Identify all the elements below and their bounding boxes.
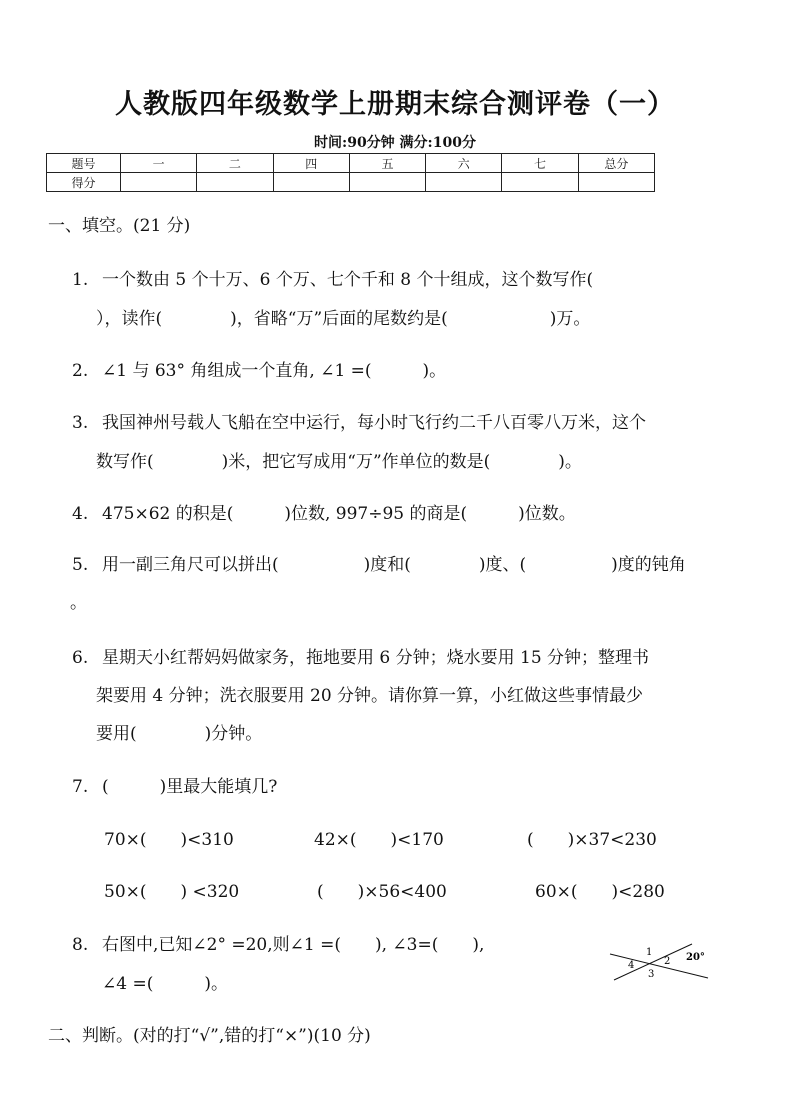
question-5-line-1	[72, 550, 686, 575]
score-blank-cell[interactable]	[197, 173, 273, 192]
question-7	[72, 772, 277, 797]
question-1-line-2: ），读作( )，省略“万”后面的尾数约是( )万。	[96, 309, 591, 329]
angle-label-3: 3	[648, 969, 655, 980]
score-blank-cell[interactable]	[273, 173, 349, 192]
question-6-line-1	[72, 643, 649, 668]
exam-subtitle: 时间:90分钟 满分:100分	[314, 135, 476, 151]
question-4	[72, 499, 576, 524]
score-table-header-row	[47, 154, 655, 173]
score-blank-cell[interactable]	[426, 173, 502, 192]
question-8-line-2: ∠4 =( )。	[102, 974, 228, 994]
score-blank-cell[interactable]	[502, 173, 578, 192]
question-3-line-1	[72, 408, 646, 433]
score-row-label: 得分	[47, 173, 121, 192]
angle-figure	[608, 940, 718, 986]
question-text: ( )里最大能填几?	[102, 777, 278, 797]
question-text: 右图中,已知∠2° =20,则∠1 =( ), ∠3=( ),	[102, 935, 485, 955]
question-text: ∠1 与 63° 角组成一个直角, ∠1 =( )。	[102, 361, 447, 381]
question-1-line-1	[72, 265, 593, 290]
question-number: 8.	[72, 935, 89, 955]
score-header-cell: 五	[349, 154, 425, 173]
score-header-cell: 四	[273, 154, 349, 173]
question-text: 用一副三角尺可以拼出( )度和( )度、( )度的钝角	[102, 555, 686, 575]
section-heading-fill-blank: 一、填空。(21 分)	[48, 216, 191, 236]
score-header-cell: 一	[121, 154, 197, 173]
question-text: 475×62 的积是( )位数, 997÷95 的商是( )位数。	[102, 504, 576, 524]
score-blank-cell[interactable]	[578, 173, 654, 192]
q7-expression: ( )×56<400	[317, 882, 447, 902]
score-blank-cell[interactable]	[121, 173, 197, 192]
question-number: 3.	[72, 413, 89, 433]
angle-label-1: 1	[646, 947, 653, 958]
score-header-cell: 总分	[578, 154, 654, 173]
score-header-cell: 七	[502, 154, 578, 173]
q7-expression: 70×( )<310	[104, 830, 234, 850]
question-6-line-3: 要用( )分钟。	[96, 724, 263, 744]
question-5-line-2: 。	[70, 593, 87, 613]
score-blank-cell[interactable]	[349, 173, 425, 192]
score-header-cell: 二	[197, 154, 273, 173]
question-2	[72, 356, 446, 381]
question-text: 一个数由 5 个十万、6 个万、七个千和 8 个十组成，这个数写作(	[102, 270, 594, 290]
question-3-line-2: 数写作( )米，把它写成用“万”作单位的数是( )。	[96, 452, 582, 472]
question-8-line-1	[72, 930, 484, 955]
q7-expression: 42×( )<170	[314, 830, 444, 850]
page-title: 人教版四年级数学上册期末综合测评卷（一）	[115, 89, 675, 120]
angle-label-2: 2	[664, 956, 671, 967]
section-heading-judge: 二、判断。(对的打“√”,错的打“×”)(10 分)	[48, 1026, 371, 1046]
question-text: 星期天小红帮妈妈做家务，拖地要用 6 分钟；烧水要用 15 分钟；整理书	[102, 648, 650, 668]
question-text: 我国神州号载人飞船在空中运行，每小时飞行约二千八百零八万米，这个	[102, 413, 646, 433]
q7-expression: ( )×37<230	[527, 830, 657, 850]
question-number: 6.	[72, 648, 89, 668]
q7-expression: 60×( )<280	[535, 882, 665, 902]
score-header-cell: 六	[426, 154, 502, 173]
question-number: 5.	[72, 555, 89, 575]
score-header-cell: 题号	[47, 154, 121, 173]
score-table-score-row	[47, 173, 655, 192]
score-table	[46, 153, 655, 192]
q7-expression: 50×( ) <320	[104, 882, 240, 902]
angle-label-4: 4	[628, 960, 635, 971]
angle-degree-label: 20°	[686, 952, 705, 963]
question-number: 1.	[72, 270, 89, 290]
question-number: 4.	[72, 504, 89, 524]
question-number: 7.	[72, 777, 89, 797]
question-6-line-2: 架要用 4 分钟；洗衣服要用 20 分钟。请你算一算，小红做这些事情最少	[96, 686, 644, 706]
question-number: 2.	[72, 361, 89, 381]
